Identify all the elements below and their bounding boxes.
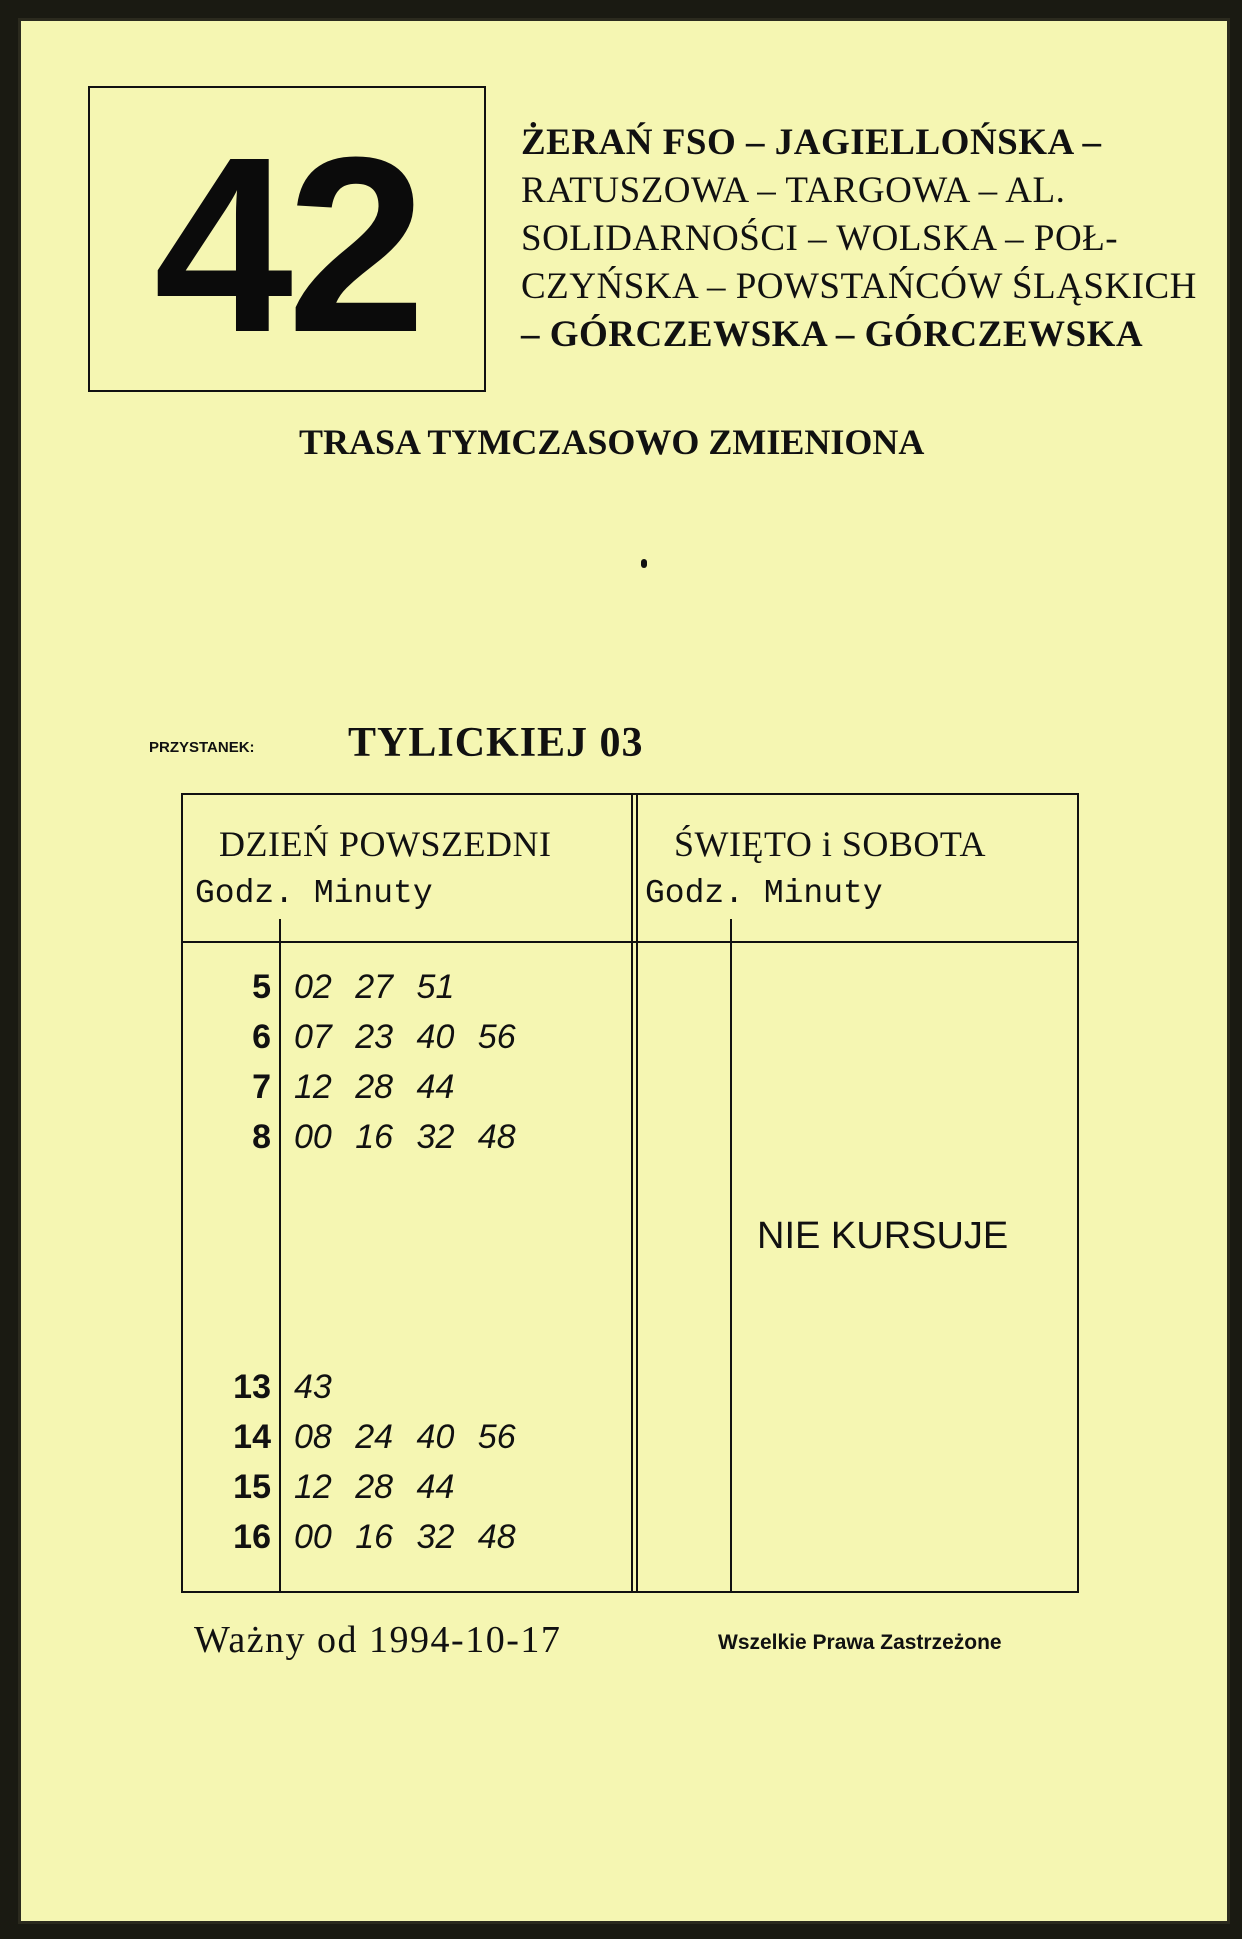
table-row xyxy=(183,1512,516,1562)
minutes-cell: 12 28 44 xyxy=(294,1467,455,1506)
minutes-cell: 00 16 32 48 xyxy=(294,1117,516,1156)
hour-cell: 14 xyxy=(233,1417,271,1456)
hour-cell: 16 xyxy=(233,1517,271,1556)
stop-label: PRZYSTANEK: xyxy=(149,739,255,756)
minutes-cell: 07 23 40 56 xyxy=(294,1017,516,1056)
route-line-3: SOLIDARNOŚCI – WOLSKA – POŁ- xyxy=(521,218,1119,259)
route-number-box xyxy=(88,86,486,392)
table-row xyxy=(183,1462,454,1512)
minutes-cell: 43 xyxy=(294,1367,332,1406)
hour-cell: 13 xyxy=(233,1367,271,1406)
table-row xyxy=(183,1062,454,1112)
valid-from: Ważny od 1994-10-17 xyxy=(194,1619,562,1661)
copyright-note: Wszelkie Prawa Zastrzeżone xyxy=(718,1631,1002,1654)
holiday-hour-divider xyxy=(730,919,732,1591)
weekday-column-title: DZIEŃ POWSZEDNI xyxy=(219,824,552,864)
route-line-5: – GÓRCZEWSKA – GÓRCZEWSKA xyxy=(521,314,1144,355)
table-row xyxy=(183,1362,332,1412)
table-row xyxy=(183,1012,516,1062)
timetable-table xyxy=(181,793,1079,1593)
route-number: 42 xyxy=(153,105,421,384)
column-divider xyxy=(631,795,638,1591)
minutes-cell: 08 24 40 56 xyxy=(294,1417,516,1456)
ink-dot xyxy=(641,559,647,568)
hour-cell: 5 xyxy=(252,967,271,1006)
route-line-1: ŻERAŃ FSO – JAGIELLOŃSKA – xyxy=(521,122,1102,163)
hour-cell: 15 xyxy=(233,1467,271,1506)
stop-name: TYLICKIEJ 03 xyxy=(348,720,644,766)
weekday-column-subheader: Godz. Minuty xyxy=(195,875,433,912)
route-line-4: CZYŃSKA – POWSTAŃCÓW ŚLĄSKICH xyxy=(521,266,1197,307)
table-row xyxy=(183,1112,516,1162)
minutes-cell: 00 16 32 48 xyxy=(294,1517,516,1556)
minutes-cell: 12 28 44 xyxy=(294,1067,455,1106)
route-line-2: RATUSZOWA – TARGOWA – AL. xyxy=(521,170,1066,211)
route-description xyxy=(521,119,1242,359)
hour-cell: 8 xyxy=(252,1117,271,1156)
minutes-cell: 02 27 51 xyxy=(294,967,455,1006)
hour-cell: 7 xyxy=(252,1067,271,1106)
holiday-no-service: NIE KURSUJE xyxy=(757,1215,1009,1257)
holiday-column-title: ŚWIĘTO i SOBOTA xyxy=(674,824,986,864)
route-change-notice: TRASA TYMCZASOWO ZMIENIONA xyxy=(299,422,925,462)
header-divider xyxy=(183,941,1077,943)
holiday-column-subheader: Godz. Minuty xyxy=(645,875,883,912)
table-row xyxy=(183,1412,516,1462)
table-row xyxy=(183,962,454,1012)
timetable-sheet xyxy=(18,18,1230,1924)
hour-cell: 6 xyxy=(252,1017,271,1056)
